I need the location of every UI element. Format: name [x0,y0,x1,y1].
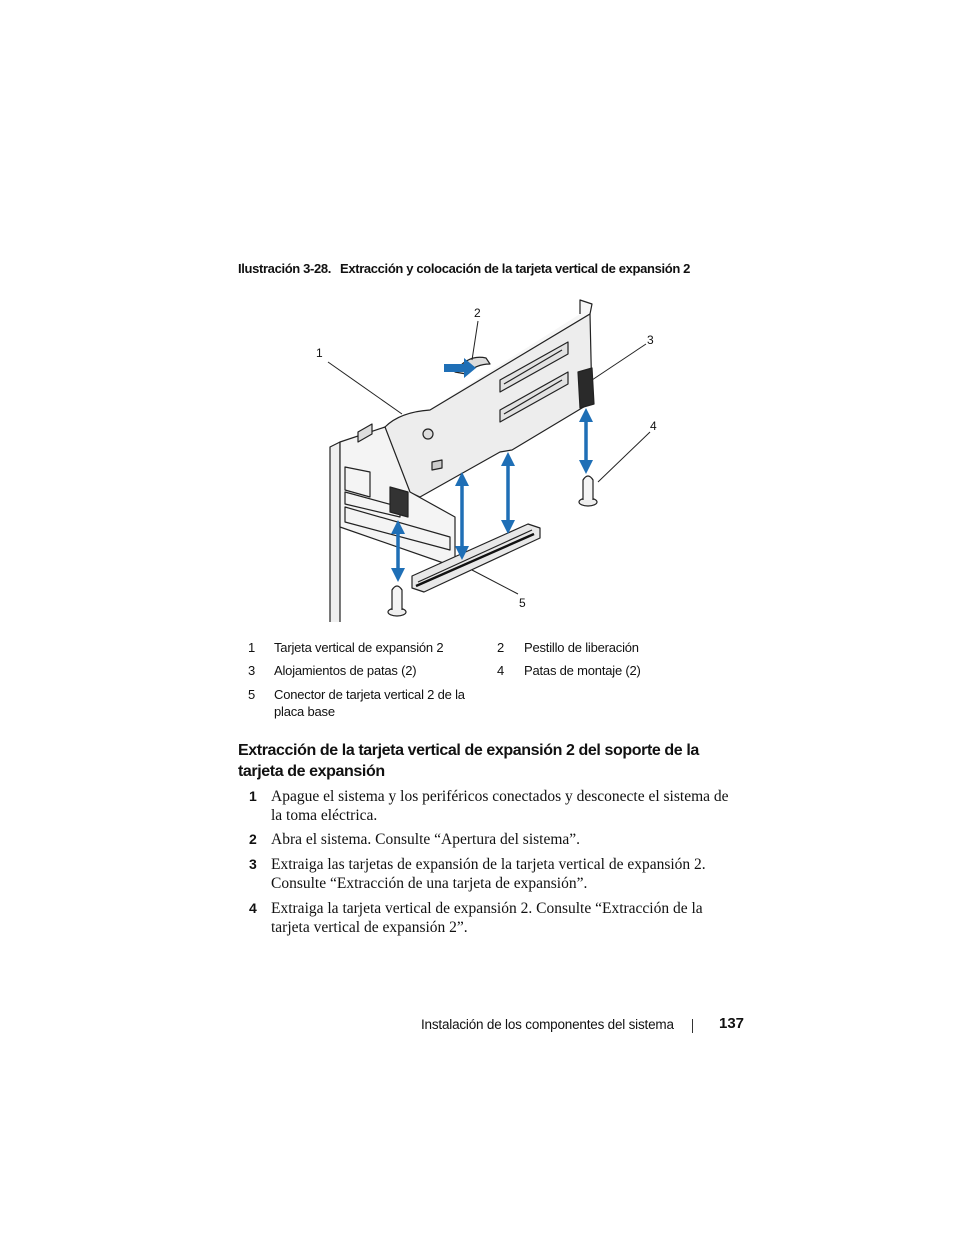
step-number: 2 [249,831,257,847]
section-heading: Extracción de la tarjeta vertical de expansión 2 del soporte de la tarjeta de expansión [238,742,699,780]
callout-2: 2 [474,306,481,320]
figure-caption-number: Ilustración 3-28. [238,261,332,276]
footer-chapter-title: Instalación de los componentes del sistema [421,1017,674,1032]
procedure-step [238,787,748,827]
page-number: 137 [719,1015,745,1032]
step-number: 3 [249,856,257,872]
callout-1: 1 [316,346,323,360]
footer-separator [692,1019,693,1033]
riser-card-illustration [300,292,680,622]
step-number: 1 [249,788,257,804]
procedure-step [238,855,748,895]
procedure-step [238,830,748,850]
callout-5: 5 [519,596,526,610]
figure-caption [238,261,690,276]
procedure-step [238,899,748,939]
step-text: Extraiga las tarjetas de expansión de la tarjeta vertical de expansión 2. Consulte “Extracción de una tarjeta de expansión”. [271,856,706,892]
step-text: Abra el sistema. Consulte “Apertura del sistema”. [271,831,581,848]
callout-3: 3 [647,333,654,347]
step-text: Apague el sistema y los periféricos conectados y desconecte el sistema de la toma eléctrica. [271,788,729,824]
step-text: Extraiga la tarjeta vertical de expansión 2. Consulte “Extracción de la tarjeta vertical de expansión 2”. [271,900,703,936]
figure-caption-title: Extracción y colocación de la tarjeta vertical de expansión 2 [340,261,691,276]
step-number: 4 [249,900,257,916]
callout-4: 4 [650,419,657,433]
